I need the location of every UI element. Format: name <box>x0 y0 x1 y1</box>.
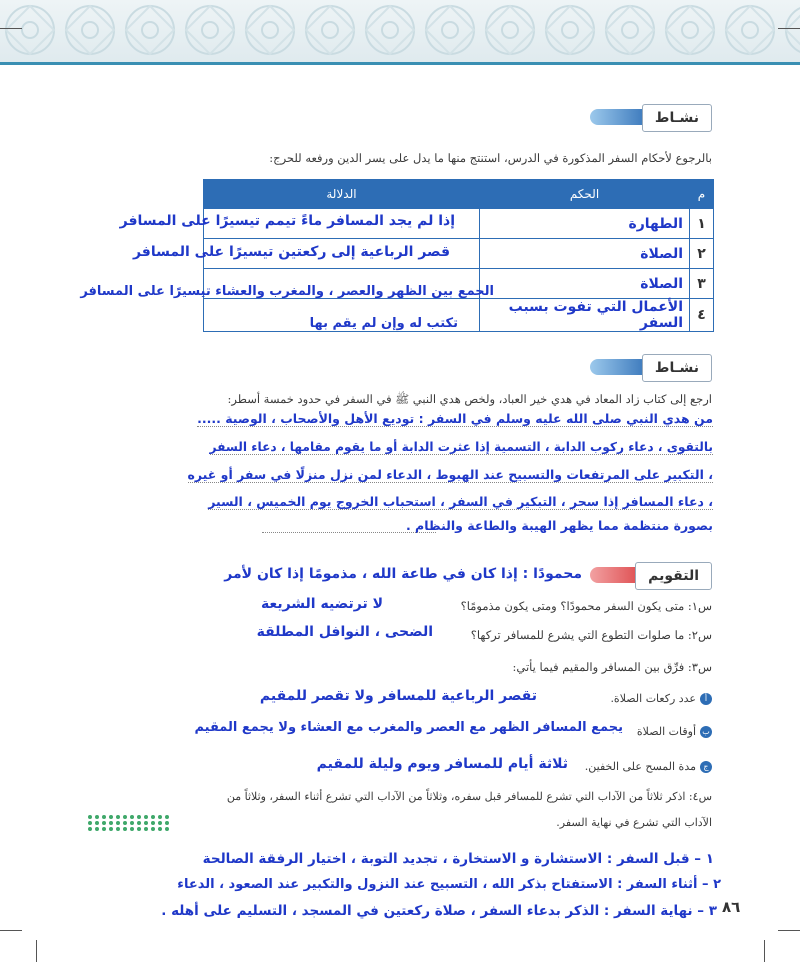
row-num: ٣ <box>690 269 714 299</box>
evaluation-tab-label: التقويم <box>635 562 712 590</box>
evidence-answer: قصر الرباعية إلى ركعتين تيسيرًا على المسافر <box>132 244 450 260</box>
q3-item-label: عدد ركعات الصلاة. <box>610 692 696 705</box>
q4-answer: ١ – قبل السفر : الاستشارة و الاستخارة ، تجديد التوبة ، اختيار الرفقة الصالحة <box>202 851 714 867</box>
question-2: س٢: ما صلوات التطوع التي يشرع للمسافر تركها؟ <box>470 628 712 642</box>
q3-item <box>610 692 712 705</box>
table-row <box>204 299 714 332</box>
page-number: ٨٦ <box>722 898 741 916</box>
summary-line: ، التكبير على المرتفعات والتسبيح عند الهبوط ، الدعاء لمن نزل منزلًا في سفر أو غيره <box>187 467 713 482</box>
q3-item-answer: تقصر الرباعية للمسافر ولا تقصر للمقيم <box>259 688 537 704</box>
q3-item-badge: أ <box>700 693 712 705</box>
q1-answer-continued: لا ترتضيه الشريعة <box>260 596 383 612</box>
header-num: م <box>690 180 714 209</box>
question-3: س٣: فرِّق بين المسافر والمقيم فيما يأتي: <box>512 660 712 674</box>
crop-mark <box>764 940 765 962</box>
row-num: ١ <box>690 209 714 239</box>
activity1-intro: بالرجوع لأحكام السفر المذكورة في الدرس، استنتج منها ما يدل على يسر الدين ورفعه للحرج: <box>269 151 712 165</box>
banner-divider <box>0 62 800 65</box>
summary-line: من هدي النبي صلى الله عليه وسلم في السفر : توديع الأهل والأصحاب ، الوصية ..... <box>197 411 713 426</box>
summary-dotted-fill <box>262 532 436 533</box>
q3-item-answer: يجمع المسافر الظهر مع العصر والمغرب مع العشاء ولا يجمع المقيم <box>194 720 623 735</box>
row-ruling: الصلاة <box>480 239 690 269</box>
row-num: ٤ <box>690 299 714 332</box>
ministry-logo-icon <box>88 815 170 831</box>
row-ruling: الطهارة <box>480 209 690 239</box>
crop-mark <box>778 28 800 29</box>
evaluation-tab <box>590 562 712 588</box>
q3-item <box>637 725 712 738</box>
evidence-answer: إذا لم يجد المسافر ماءً تيمم تيسيرًا على المسافر <box>119 213 455 229</box>
q4-answer: ٢ – أثناء السفر : الاستفتاح بذكر الله ، التسبيح عند النزول والتكبير عند الصعود ، الدعاء <box>177 877 721 892</box>
q3-item-answer: ثلاثة أيام للمسافر ويوم وليلة للمقيم <box>316 756 568 772</box>
question-4: س٤: اذكر ثلاثاً من الآداب التي تشرع للمسافر قبل سفره، وثلاثاً من الآداب التي تشرع أثناء السفر، وثلاثاً من <box>226 790 712 803</box>
summary-line: بالتقوى ، دعاء ركوب الدابة ، التسمية إذا عثرت الدابة أو ما يقوم مقامها ، دعاء السفر <box>209 440 713 454</box>
activity2-intro: ارجع إلى كتاب زاد المعاد في هدي خير العباد، ولخص هدي النبي ﷺ في السفر في حدود خمسة أسطر: <box>227 392 712 406</box>
evidence-answer: الجمع بين الظهر والعصر ، والمغرب والعشاء تيسيرًا على المسافر <box>80 284 494 299</box>
header-banner <box>0 0 800 64</box>
question-1: س١: متى يكون السفر محمودًا؟ ومتى يكون مذمومًا؟ <box>460 599 712 613</box>
q3-item-label: أوقات الصلاة <box>636 725 696 738</box>
q3-item-badge: ج <box>700 761 712 773</box>
row-num: ٢ <box>690 239 714 269</box>
q1-answer: محمودًا : إذا كان في طاعة الله ، مذمومًا إذا كان لأمر <box>224 566 582 582</box>
q3-item-badge: ب <box>700 726 712 738</box>
question-4-continued: الآداب التي تشرع في نهاية السفر. <box>556 816 712 829</box>
summary-line: ، دعاء المسافر إذا سحر ، التبكير في السفر ، استحباب الخروج يوم الخميس ، السير <box>208 494 713 509</box>
summary-line: بصورة منتظمة مما يظهر الهيبة والطاعة والنظام . <box>405 518 713 533</box>
crop-mark <box>0 28 22 29</box>
header-ruling: الحكم <box>480 180 690 209</box>
evidence-answer: تكتب له وإن لم يقم بها <box>309 316 458 331</box>
activity-tab-label: نشـاط <box>642 354 712 382</box>
row-ruling: الأعمال التي تفوت بسبب السفر <box>480 299 690 332</box>
page-number-box <box>722 897 762 923</box>
crop-mark <box>36 940 37 962</box>
crop-mark <box>0 930 22 931</box>
q2-answer: الضحى ، النوافل المطلقة <box>256 624 433 640</box>
q3-item-label: مدة المسح على الخفين. <box>584 760 696 773</box>
activity-tab <box>590 104 712 130</box>
q3-item <box>585 760 712 773</box>
header-evidence: الدلالة <box>204 180 480 209</box>
activity-tab <box>590 354 712 380</box>
geometric-pattern-icon <box>0 0 800 64</box>
crop-mark <box>778 930 800 931</box>
activity-tab-label: نشـاط <box>642 104 712 132</box>
row-ruling: الصلاة <box>480 269 690 299</box>
q4-answer: ٣ – نهاية السفر : الذكر بدعاء السفر ، صلاة ركعتين في المسجد ، التسليم على أهله . <box>161 903 717 919</box>
